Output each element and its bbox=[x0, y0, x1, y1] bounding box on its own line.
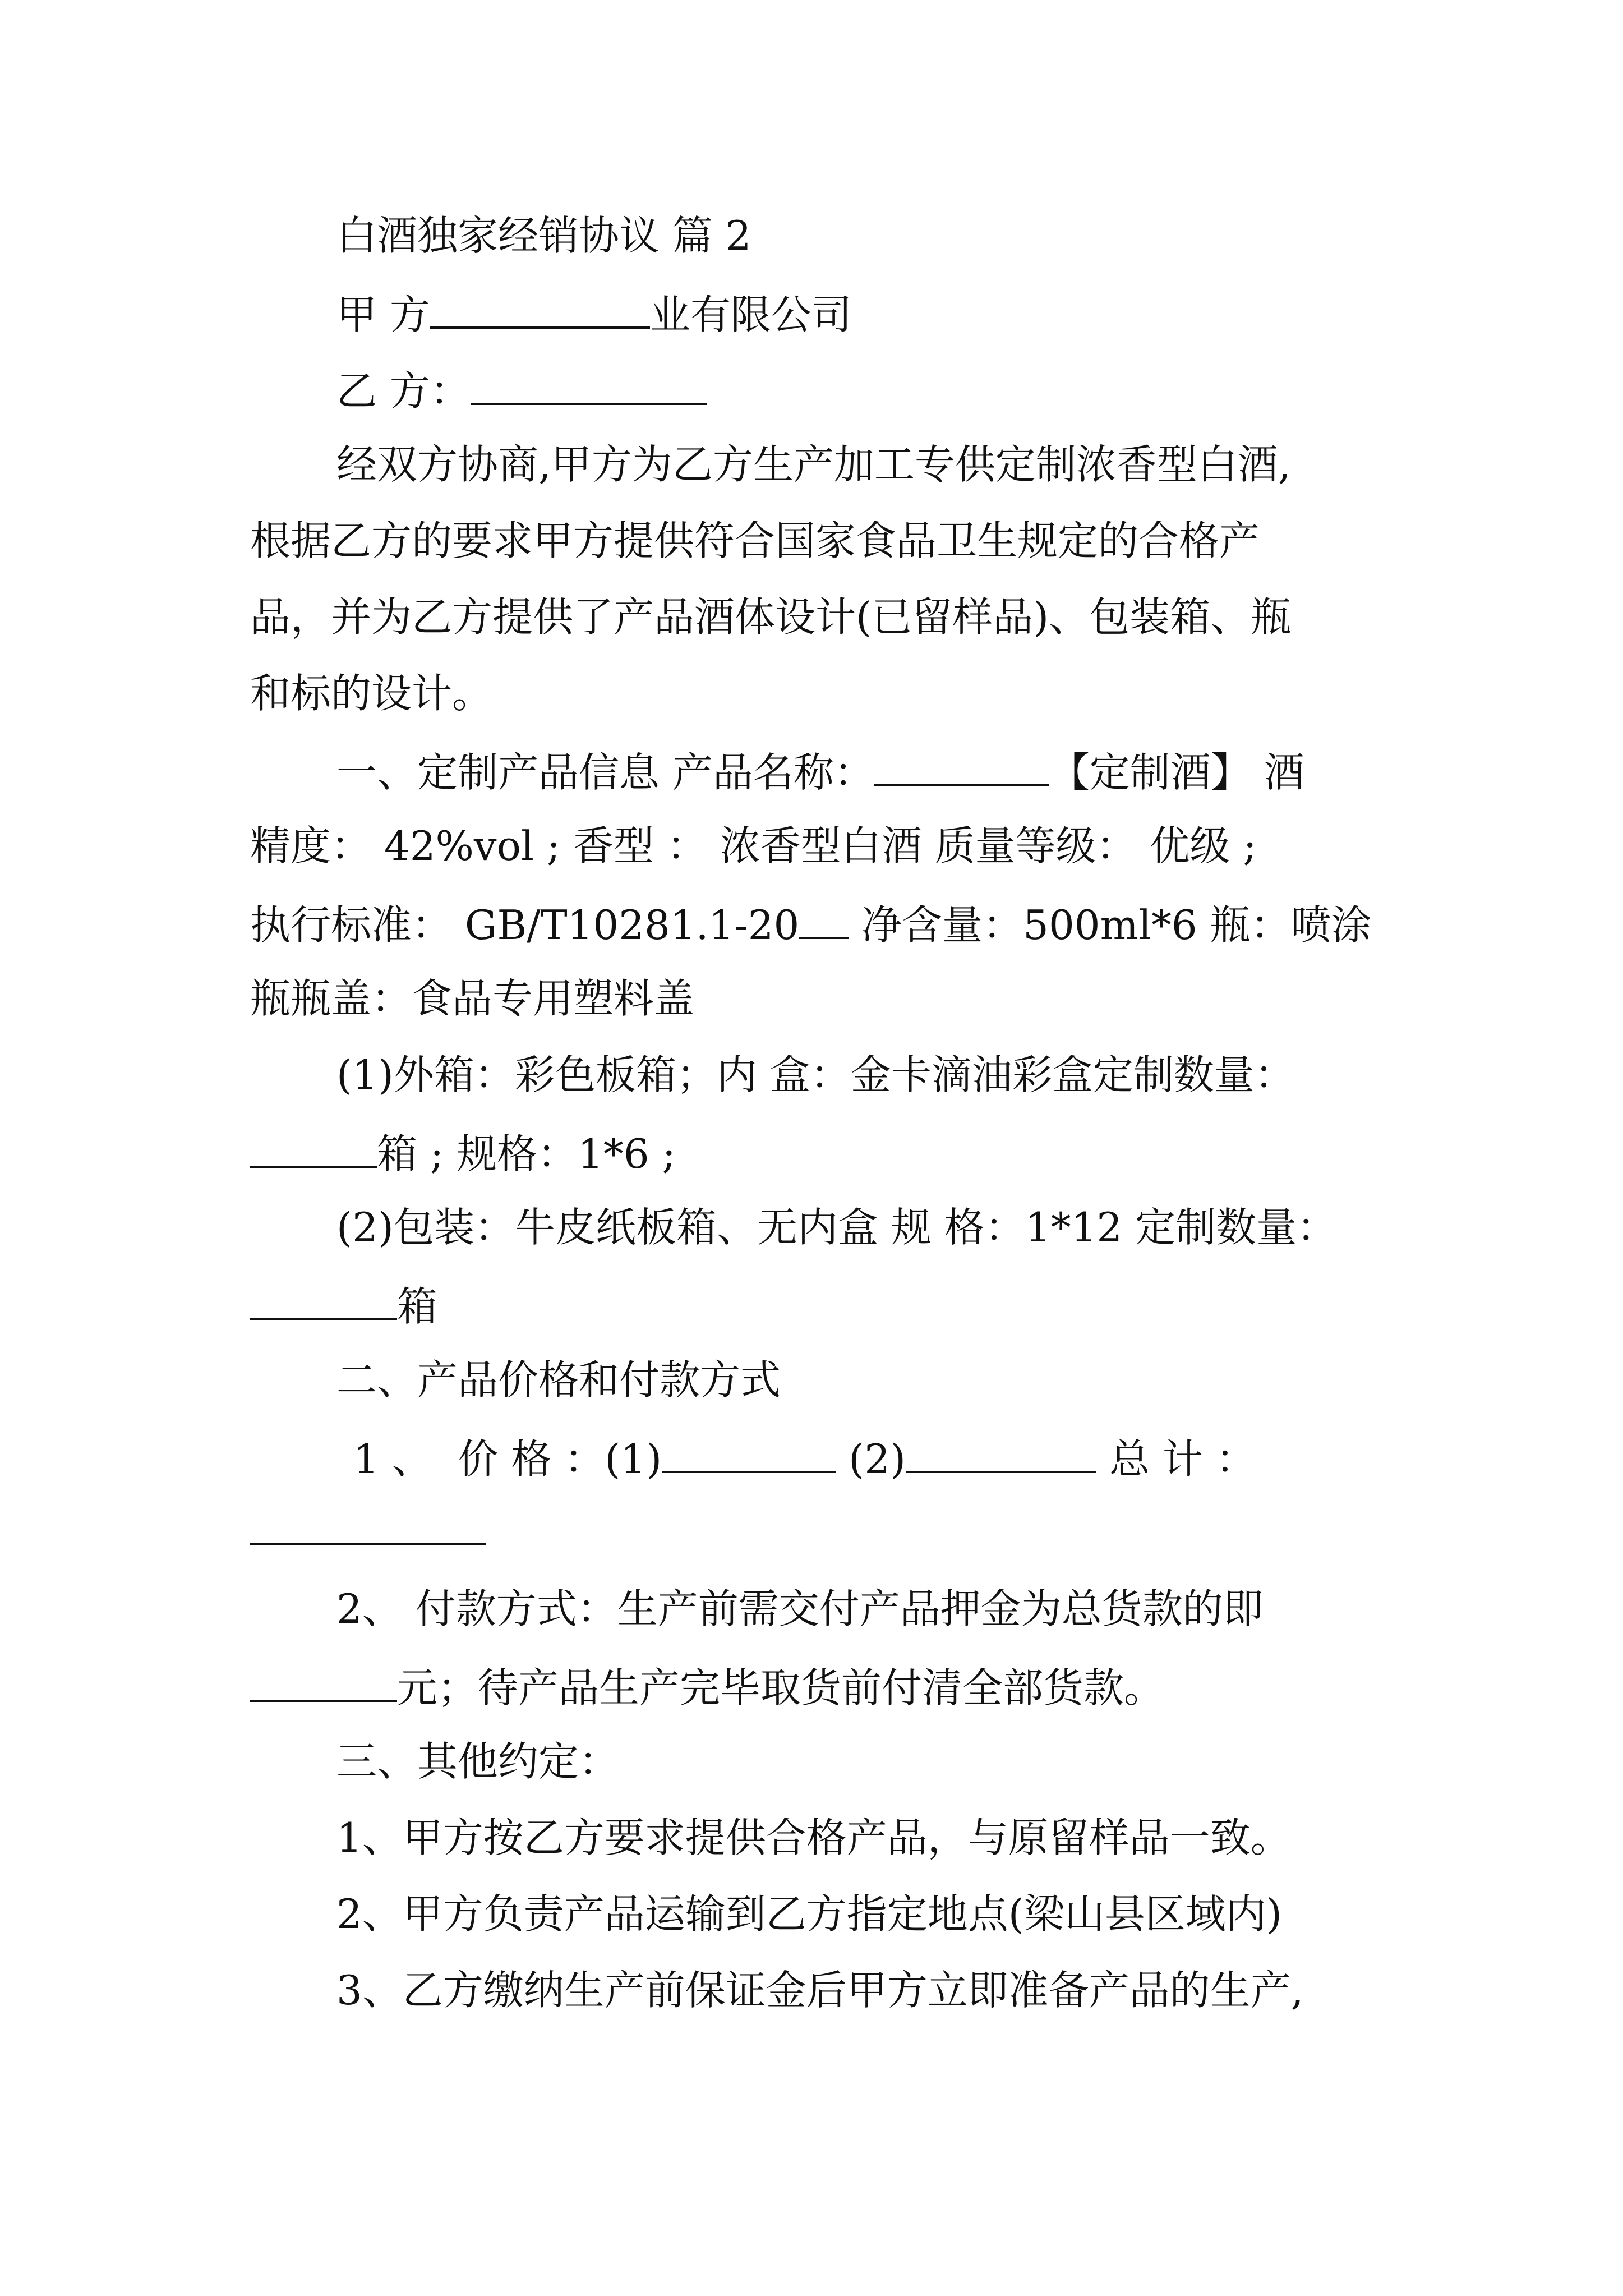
price-2-label: (2) bbox=[836, 1435, 906, 1483]
total-label: 总 计 ： bbox=[1096, 1435, 1256, 1483]
packaging-1-line-1: (1)外箱：彩色板箱；内 盒：金卡滴油彩盒定制数量： bbox=[336, 1051, 1295, 1098]
party-a-line bbox=[336, 285, 852, 342]
packaging-1-spec: 箱 ; 规格：1*6 ; bbox=[377, 1130, 676, 1177]
party-b-blank bbox=[471, 361, 707, 405]
packaging-2-line-2 bbox=[250, 1277, 437, 1333]
spec-line-standard bbox=[250, 895, 1372, 952]
party-a-suffix: 业有限公司 bbox=[649, 291, 852, 338]
product-name-label: 一、定制产品信息 产品名称： bbox=[336, 749, 874, 796]
payment-amount-blank bbox=[250, 1658, 397, 1702]
payment-text: 元；待产品生产完毕取货前付清全部货款。 bbox=[397, 1664, 1165, 1711]
total-blank bbox=[250, 1543, 486, 1545]
packaging-2-line-1: (2)包装：牛皮纸板箱、无内盒 规 格：1*12 定制数量： bbox=[336, 1204, 1338, 1251]
net-content-label: 净含量：500ml*6 瓶：喷涂 bbox=[849, 901, 1372, 949]
product-name-blank bbox=[874, 743, 1049, 786]
price-1-blank bbox=[662, 1429, 836, 1473]
section-3-heading: 三、其他约定： bbox=[336, 1738, 620, 1785]
party-a-blank bbox=[430, 285, 650, 329]
price-2-blank bbox=[906, 1429, 1096, 1473]
spec-line-cap: 瓶瓶盖：食品专用塑料盖 bbox=[250, 975, 695, 1022]
packaging-1-line-2 bbox=[250, 1124, 676, 1181]
packaging-2-quantity-blank bbox=[250, 1277, 397, 1320]
other-item-3: 3、乙方缴纳生产前保证金后甲方立即准备产品的生产, bbox=[336, 1967, 1304, 2014]
party-b-line bbox=[336, 361, 707, 418]
document-title bbox=[336, 209, 751, 263]
party-a-label: 甲 方 bbox=[336, 291, 430, 338]
other-item-2: 2、甲方负责产品运输到乙方指定地点(梁山县区域内) bbox=[336, 1890, 1282, 1938]
other-item-1: 1、甲方按乙方要求提供合格产品，与原留样品一致。 bbox=[336, 1814, 1291, 1861]
custom-wine-label: 【定制酒】 酒 bbox=[1049, 749, 1304, 796]
section-2-heading: 二、产品价格和付款方式 bbox=[336, 1356, 781, 1404]
standard-label: 执行标准： GB/T10281.1-20 bbox=[250, 901, 800, 949]
intro-line-4: 和标的设计。 bbox=[250, 670, 493, 717]
party-b-label: 乙 方： bbox=[336, 367, 471, 415]
price-label: 1 、 价 格 ：(1) bbox=[353, 1435, 662, 1483]
packaging-1-quantity-blank bbox=[250, 1124, 377, 1168]
standard-year-blank bbox=[799, 895, 849, 939]
title-text: 白酒独家经销协议 篇 2 bbox=[336, 212, 751, 259]
payment-line-2 bbox=[250, 1658, 1164, 1715]
packaging-2-unit: 箱 bbox=[397, 1283, 438, 1330]
payment-line-1: 2、 付款方式：生产前需交付产品押金为总货款的即 bbox=[336, 1585, 1264, 1632]
intro-line-2: 根据乙方的要求甲方提供符合国家食品卫生规定的合格产 bbox=[250, 517, 1260, 564]
section-1-heading bbox=[336, 743, 1304, 799]
intro-line-1: 经双方协商,甲方为乙方生产加工专供定制浓香型白酒, bbox=[336, 441, 1291, 488]
price-line bbox=[353, 1429, 1256, 1486]
spec-line-alcohol: 精度： 42%vol ; 香型 ： 浓香型白酒 质量等级： 优级 ; bbox=[250, 822, 1257, 869]
intro-line-3: 品，并为乙方提供了产品酒体设计(已留样品)、包装箱、瓶 bbox=[250, 593, 1292, 641]
